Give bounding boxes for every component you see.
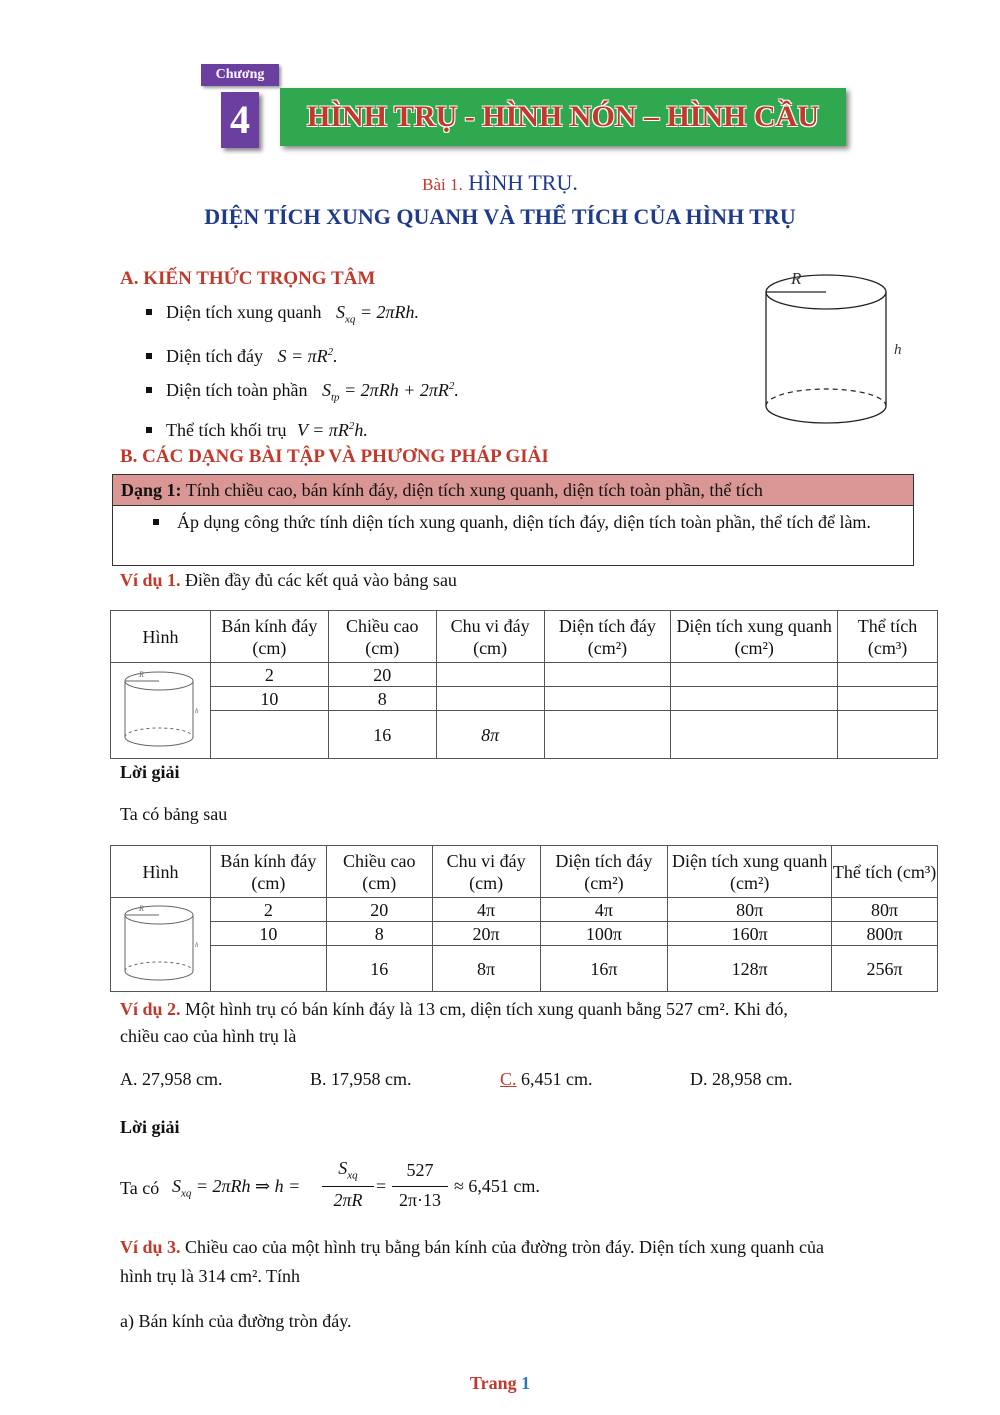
lesson-subtitle: DIỆN TÍCH XUNG QUANH VÀ THỂ TÍCH CỦA HÌNH TRỤ	[204, 204, 796, 229]
table-header: Bán kính đáy (cm)	[210, 611, 328, 663]
section-b-heading: B. CÁC DẠNG BÀI TẬP VÀ PHƯƠNG PHÁP GIẢI	[120, 446, 549, 467]
formula-item-volume: Thể tích khối trụ $V = \pi R^2h$.	[146, 414, 368, 442]
option-a	[120, 1067, 223, 1091]
formula-label: Diện tích xung quanh	[166, 302, 322, 322]
example1-label: Ví dụ 1.	[120, 570, 181, 590]
formula-label: Thể tích khối trụ	[166, 420, 287, 440]
page-word: Trang	[469, 1373, 517, 1393]
table-cell: 20	[326, 898, 432, 922]
table-cell: 160π	[668, 922, 832, 946]
table-cell: 256π	[832, 946, 938, 992]
chapter-number: 4	[221, 92, 259, 148]
cylinder-figure	[755, 262, 915, 437]
example3-part-a: a) Bán kính của đường tròn đáy.	[120, 1311, 352, 1331]
svg-text:h: h	[195, 707, 199, 715]
table-header: Diện tích đáy (cm²)	[540, 846, 668, 898]
example3-text-line1: Chiều cao của một hình trụ bằng bán kính của đường tròn đáy. Diện tích xung quanh của	[185, 1237, 824, 1257]
dang-header	[113, 475, 913, 506]
table-cell: 16	[326, 946, 432, 992]
example3-prompt	[120, 1235, 930, 1259]
example3-label: Ví dụ 3.	[120, 1237, 181, 1257]
table-cell	[838, 711, 938, 759]
example2-solution-label: Lời giải	[120, 1117, 180, 1137]
lesson-prefix: Bài 1.	[422, 175, 463, 194]
height-label: h	[894, 342, 902, 358]
table-header: Diện tích xung quanh (cm²)	[668, 846, 832, 898]
table-cell	[436, 687, 544, 711]
table-header: Chiều cao (cm)	[326, 846, 432, 898]
table-cell	[544, 711, 671, 759]
example2-label: Ví dụ 2.	[120, 999, 181, 1019]
option-value: 27,958 cm.	[142, 1069, 223, 1089]
example1-solution-label: Lời giải	[120, 762, 180, 782]
dang-body-text: Áp dụng công thức tính diện tích xung quanh, diện tích đáy, diện tích toàn phần, thể tích để làm.	[177, 512, 871, 532]
option-value: 6,451 cm.	[521, 1069, 593, 1089]
option-c	[500, 1067, 593, 1091]
table-header: Chiều cao (cm)	[328, 611, 436, 663]
table-header: Diện tích đáy (cm²)	[544, 611, 671, 663]
svg-text:R: R	[139, 904, 145, 913]
table-figure-cell	[111, 898, 211, 992]
table-cell: 2	[210, 663, 328, 687]
example2-text-line1: Một hình trụ có bán kính đáy là 13 cm, diện tích xung quanh bằng 527 cm². Khi đó,	[185, 999, 788, 1019]
table-cell: 800π	[832, 922, 938, 946]
option-value: 17,958 cm.	[331, 1069, 412, 1089]
table-cell	[544, 663, 671, 687]
table-cell: 80π	[668, 898, 832, 922]
section-a-heading: A. KIẾN THỨC TRỌNG TÂM	[120, 268, 376, 289]
example2-solution-prefix: Ta có	[120, 1178, 160, 1198]
example1-table	[110, 610, 938, 759]
table-cell: 2	[210, 898, 326, 922]
option-key: B.	[310, 1069, 327, 1089]
dang-box	[112, 474, 914, 566]
table-header: Diện tích xung quanh (cm²)	[671, 611, 838, 663]
dang-body	[113, 506, 913, 537]
table-cell: 4π	[540, 898, 668, 922]
table-cell	[210, 946, 326, 992]
page-number	[0, 1373, 1000, 1394]
chapter-label: Chương	[201, 64, 279, 86]
table-cell	[671, 663, 838, 687]
small-cylinder-figure	[115, 665, 205, 751]
dang-title: Dạng 1:	[121, 480, 182, 500]
table-cell: 4π	[432, 898, 540, 922]
table-cell: 20π	[432, 922, 540, 946]
formula-label: Diện tích toàn phần	[166, 380, 308, 400]
table-header: Chu vi đáy (cm)	[432, 846, 540, 898]
table-cell: 8π	[436, 711, 544, 759]
svg-text:h: h	[195, 941, 199, 949]
example1-text: Điền đầy đủ các kết quả vào bảng sau	[185, 570, 457, 590]
table-header: Thể tích (cm³)	[838, 611, 938, 663]
option-d	[690, 1067, 793, 1091]
example1-prompt	[120, 568, 457, 592]
example1-solution-table	[110, 845, 938, 992]
table-cell	[210, 711, 328, 759]
table-cell	[671, 711, 838, 759]
table-header: Hình	[111, 611, 211, 663]
table-cell: 16	[328, 711, 436, 759]
table-header: Bán kính đáy (cm)	[210, 846, 326, 898]
option-key: D.	[690, 1069, 708, 1089]
formula-label: Diện tích đáy	[166, 346, 263, 366]
chapter-title: HÌNH TRỤ - HÌNH NÓN – HÌNH CẦU	[280, 88, 846, 146]
example2-prompt	[120, 997, 930, 1021]
table-cell: 10	[210, 922, 326, 946]
table-header: Chu vi đáy (cm)	[436, 611, 544, 663]
lesson-name: HÌNH TRỤ.	[468, 170, 578, 195]
table-cell: 8π	[432, 946, 540, 992]
dang-text: Tính chiều cao, bán kính đáy, diện tích xung quanh, diện tích toàn phần, thể tích	[185, 480, 763, 500]
table-cell: 128π	[668, 946, 832, 992]
formula-item-base: Diện tích đáy $S = \pi R^2$.	[146, 340, 338, 368]
table-cell	[838, 663, 938, 687]
radius-label: R	[791, 269, 802, 288]
table-cell	[436, 663, 544, 687]
table-cell: 16π	[540, 946, 668, 992]
table-header: Hình	[111, 846, 211, 898]
table-cell: 100π	[540, 922, 668, 946]
formula-item-total: Diện tích toàn phần $S_{tp} = 2\pi Rh + 2\pi R^2$.	[146, 374, 459, 410]
option-key-correct: C.	[500, 1069, 517, 1089]
table-cell: 8	[326, 922, 432, 946]
svg-text:R: R	[139, 670, 145, 679]
table-header: Thể tích (cm³)	[832, 846, 938, 898]
option-value: 28,958 cm.	[712, 1069, 793, 1089]
table-cell: 20	[328, 663, 436, 687]
small-cylinder-figure	[115, 899, 205, 985]
table-cell	[544, 687, 671, 711]
lesson-title	[0, 170, 1000, 196]
option-b	[310, 1067, 412, 1091]
page-digit: 1	[521, 1373, 531, 1393]
example2-text-line2: chiều cao của hình trụ là	[120, 1026, 297, 1046]
table-cell: 10	[210, 687, 328, 711]
example1-solution-intro: Ta có bảng sau	[120, 804, 228, 824]
formula-item-lateral: Diện tích xung quanh $S_{xq} = 2\pi Rh$.	[146, 300, 419, 332]
example3-text-line2: hình trụ là 314 cm². Tính	[120, 1266, 301, 1286]
table-cell	[838, 687, 938, 711]
table-figure-cell	[111, 663, 211, 759]
table-cell: 8	[328, 687, 436, 711]
option-key: A.	[120, 1069, 138, 1089]
table-cell: 80π	[832, 898, 938, 922]
table-cell	[671, 687, 838, 711]
